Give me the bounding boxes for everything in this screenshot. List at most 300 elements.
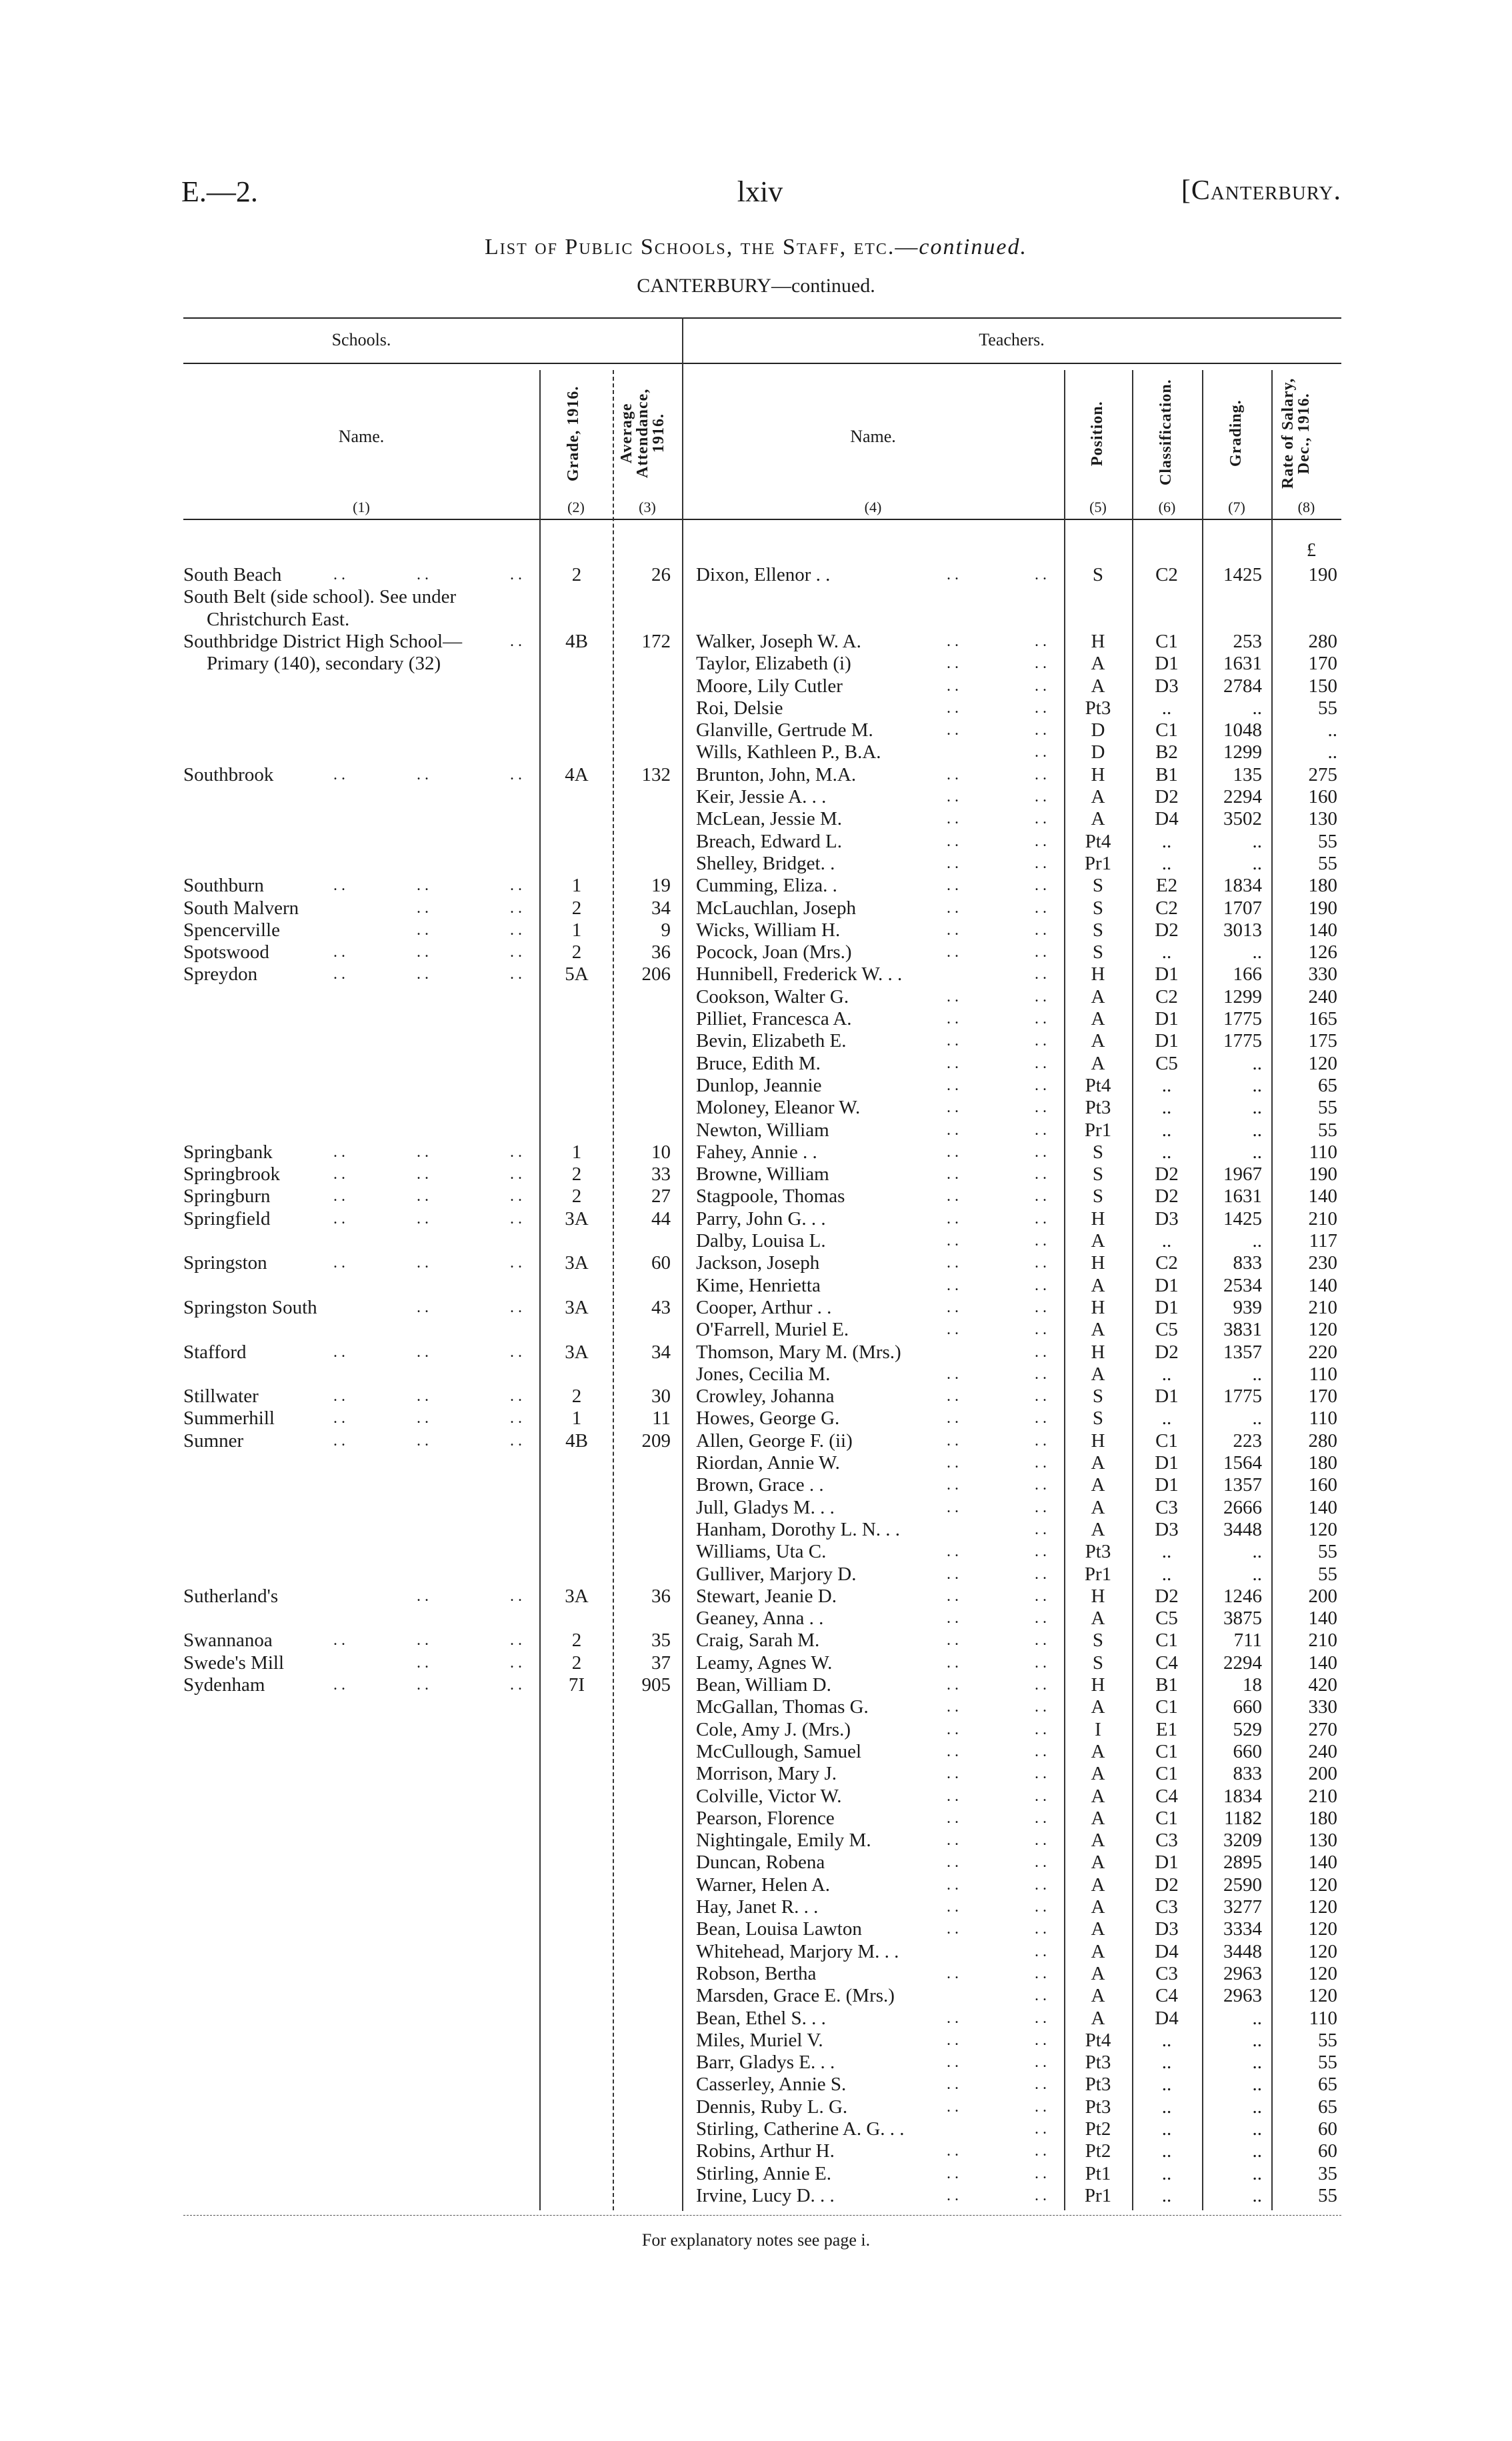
salary-rate: 60 [1318, 2118, 1337, 2140]
dot-leader: . . [947, 1432, 959, 1450]
teacher-name: Irvine, Lucy D. . . [696, 2184, 835, 2206]
dot-leader: . . [417, 566, 429, 583]
teacher-grading: 1631 [1223, 1185, 1262, 1207]
salary-rate: 175 [1308, 1030, 1337, 1052]
teacher-name: Morrison, Mary J. [696, 1763, 837, 1785]
dot-leader: . . [1035, 1854, 1047, 1872]
table-row [0, 1963, 1512, 1985]
teacher-classification: D1 [1155, 1008, 1179, 1029]
school-name: South Belt (side school). See under [183, 586, 457, 608]
dot-leader: . . [1035, 655, 1047, 673]
teacher-position: S [1092, 1630, 1104, 1652]
dot-leader: . . [947, 943, 959, 961]
teacher-classification: D3 [1155, 675, 1179, 697]
teacher-grading: 1834 [1223, 1785, 1262, 1807]
dot-leader: . . [417, 1587, 429, 1605]
dot-leader: . . [333, 943, 345, 961]
teacher-grading: .. [1252, 2074, 1262, 2096]
teacher-name: Bean, Ethel S. . . [696, 2007, 826, 2029]
dot-leader: . . [1035, 1565, 1047, 1583]
dot-leader: . . [947, 1920, 959, 1938]
teacher-position: Pr1 [1084, 1563, 1112, 1585]
teacher-name: Wills, Kathleen P., B.A. [696, 741, 881, 763]
teacher-position: A [1091, 1452, 1105, 1474]
dot-leader: . . [1035, 2054, 1047, 2072]
teacher-grading: 3209 [1223, 1830, 1262, 1852]
dot-leader: . . [333, 1343, 345, 1361]
dot-leader: . . [1035, 721, 1047, 739]
teacher-name: Pilliet, Francesca A. [696, 1008, 852, 1029]
dot-leader: . . [417, 1632, 429, 1650]
salary-rate: 130 [1308, 1830, 1337, 1852]
table-row [0, 586, 1512, 608]
dot-leader: . . [1035, 1765, 1047, 1783]
dot-leader: . . [510, 1676, 522, 1694]
table-row [0, 1852, 1512, 1874]
table-row [0, 919, 1512, 941]
teacher-position: A [1091, 1918, 1105, 1940]
teacher-grading: .. [1252, 2029, 1262, 2051]
salary-rate: 140 [1308, 1652, 1337, 1674]
teacher-grading: .. [1252, 1363, 1262, 1385]
salary-rate: 280 [1308, 1430, 1337, 1452]
dot-leader: . . [510, 765, 522, 783]
salary-rate: 190 [1308, 1163, 1337, 1185]
teacher-position: A [1091, 1518, 1105, 1540]
teacher-classification: .. [1161, 2029, 1172, 2051]
dot-leader: . . [1035, 2076, 1047, 2094]
dot-leader: . . [510, 899, 522, 917]
table-row [0, 1497, 1512, 1519]
dot-leader: . . [947, 1543, 959, 1561]
teacher-name: Jull, Gladys M. . . [696, 1496, 835, 1518]
dot-leader: . . [947, 1854, 959, 1872]
dot-leader: . . [417, 1165, 429, 1183]
teacher-classification: C5 [1155, 1052, 1178, 1074]
teacher-name: Hanham, Dorothy L. N. . . [696, 1518, 901, 1540]
dot-leader: . . [1035, 899, 1047, 917]
salary-rate: .. [1327, 719, 1337, 741]
title-main: List of Public Schools, the Staff, etc.— [484, 235, 919, 259]
dot-leader: . . [417, 765, 429, 783]
teacher-position: A [1091, 1052, 1105, 1074]
table-row [0, 831, 1512, 853]
teacher-grading: 3013 [1223, 919, 1262, 941]
school-name: Swede's Mill [183, 1652, 285, 1674]
average-attendance: 209 [641, 1430, 671, 1452]
dot-leader: . . [417, 1298, 429, 1316]
teacher-name: Walker, Joseph W. A. [696, 630, 861, 652]
dot-leader: . . [947, 832, 959, 850]
dot-leader: . . [947, 765, 959, 783]
average-attendance: 34 [651, 897, 671, 919]
teacher-position: H [1091, 1674, 1105, 1696]
teacher-name: Allen, George F. (ii) [696, 1430, 853, 1452]
table-row [0, 1452, 1512, 1474]
teacher-position: A [1091, 1274, 1105, 1296]
dot-leader: . . [417, 965, 429, 983]
table-row [0, 1696, 1512, 1718]
teacher-position: I [1095, 1718, 1101, 1740]
teacher-grading: 2534 [1223, 1274, 1262, 1296]
table-row [0, 741, 1512, 763]
teacher-name: Cooper, Arthur . . [696, 1296, 832, 1318]
salary-rate: 190 [1308, 564, 1337, 585]
dot-leader: . . [1035, 2031, 1047, 2049]
teacher-grading: 18 [1243, 1674, 1262, 1696]
teacher-classification: C1 [1155, 719, 1178, 741]
teacher-position: A [1091, 1474, 1105, 1496]
teacher-name: Glanville, Gertrude M. [696, 719, 873, 741]
dot-leader: . . [947, 1010, 959, 1027]
school-grade: 2 [571, 1630, 582, 1652]
dot-leader: . . [947, 1565, 959, 1583]
teacher-classification: C3 [1155, 1962, 1178, 1984]
dot-leader: . . [947, 1765, 959, 1783]
table-row [0, 1608, 1512, 1630]
teacher-name: Robins, Arthur H. [696, 2140, 835, 2162]
salary-rate: 140 [1308, 1608, 1337, 1630]
school-grade: 7I [568, 1674, 585, 1696]
table-row [0, 1830, 1512, 1852]
teacher-classification: B1 [1155, 763, 1178, 785]
dot-leader: . . [1035, 2098, 1047, 2116]
grading-header: Grading. [1227, 399, 1245, 467]
dot-leader: . . [1035, 1610, 1047, 1628]
dot-leader: . . [1035, 743, 1047, 761]
dot-leader: . . [510, 1587, 522, 1605]
table-row [0, 963, 1512, 985]
table-top-rule [183, 317, 1341, 319]
dot-leader: . . [1035, 2186, 1047, 2204]
salary-rate: 120 [1308, 1319, 1337, 1341]
dot-leader: . . [1035, 1809, 1047, 1827]
teacher-position: Pt3 [1085, 1097, 1111, 1119]
teacher-position: Pt2 [1085, 2118, 1111, 2140]
dot-leader: . . [1035, 877, 1047, 895]
teacher-classification: D1 [1155, 1474, 1179, 1496]
teacher-position: Pt3 [1085, 2052, 1111, 2074]
teacher-grading: .. [1252, 1052, 1262, 1074]
table-row [0, 941, 1512, 963]
salary-rate: 55 [1318, 1119, 1337, 1141]
table-row [0, 1185, 1512, 1207]
teacher-grading: 223 [1233, 1430, 1262, 1452]
teacher-position: H [1091, 1430, 1105, 1452]
dot-leader: . . [947, 1698, 959, 1716]
table-row [0, 1918, 1512, 1940]
teacher-name: Parry, John G. . . [696, 1207, 826, 1230]
school-grade: 3A [565, 1207, 589, 1230]
teacher-classification: D1 [1155, 1296, 1179, 1318]
teacher-name: Hay, Janet R. . . [696, 1896, 819, 1918]
table-row [0, 853, 1512, 875]
school-name-header: Name. [338, 427, 385, 446]
teacher-name: McLean, Jessie M. [696, 808, 843, 830]
dot-leader: . . [1035, 965, 1047, 983]
dot-leader: . . [333, 765, 345, 783]
dot-leader: . . [947, 1742, 959, 1760]
table-row [0, 1408, 1512, 1430]
school-name: Springston South [183, 1296, 317, 1318]
dot-leader: . . [947, 2054, 959, 2072]
salary-rate: 210 [1308, 1785, 1337, 1807]
average-attendance: 11 [652, 1408, 671, 1430]
teacher-grading: 3502 [1223, 808, 1262, 830]
teacher-name: Fahey, Annie . . [696, 1141, 817, 1163]
table-row [0, 1208, 1512, 1230]
dot-leader: . . [1035, 1942, 1047, 1960]
table-row [0, 2096, 1512, 2118]
school-grade: 1 [571, 919, 582, 941]
column-number: (7) [1228, 499, 1245, 515]
teacher-name: Moloney, Eleanor W. [696, 1097, 861, 1119]
teacher-grading: 3334 [1223, 1918, 1262, 1940]
teacher-grading: .. [1252, 2096, 1262, 2118]
teacher-classification: D1 [1155, 1386, 1179, 1408]
teacher-name: Craig, Sarah M. [696, 1630, 820, 1652]
teacher-name: McLauchlan, Joseph [696, 897, 856, 919]
dot-leader: . . [1035, 1298, 1047, 1316]
teacher-position: A [1091, 1696, 1105, 1718]
school-grade: 2 [571, 1652, 582, 1674]
school-grade: 4B [565, 630, 588, 652]
table-row [0, 653, 1512, 675]
dot-leader: . . [1035, 943, 1047, 961]
school-grade: 4B [565, 1430, 588, 1452]
average-attendance: 9 [661, 919, 671, 941]
school-grade: 2 [571, 897, 582, 919]
teacher-position: S [1092, 1408, 1104, 1430]
dot-leader: . . [1035, 1432, 1047, 1450]
dot-leader: . . [1035, 1099, 1047, 1117]
salary-rate: 55 [1318, 1097, 1337, 1119]
salary-rate: 275 [1308, 763, 1337, 785]
teacher-grading: 3448 [1223, 1940, 1262, 1962]
teacher-grading: 1182 [1224, 1807, 1262, 1829]
teacher-position: Pr1 [1084, 2184, 1112, 2206]
salary-rate: 120 [1308, 1874, 1337, 1896]
teacher-classification: D2 [1155, 1874, 1179, 1896]
teacher-name: Whitehead, Marjory M. . . [696, 1940, 899, 1962]
teacher-classification: C1 [1155, 1807, 1178, 1829]
table-row [0, 1874, 1512, 1896]
table-row [0, 1564, 1512, 1586]
teacher-classification: C2 [1155, 564, 1178, 585]
table-row [0, 1941, 1512, 1963]
teacher-grading: 1299 [1223, 985, 1262, 1007]
salary-rate: 35 [1318, 2162, 1337, 2184]
table-row [0, 1008, 1512, 1030]
teacher-position: A [1091, 1319, 1105, 1341]
teacher-classification: D1 [1155, 653, 1179, 675]
table-row [0, 1674, 1512, 1696]
teacher-grading: .. [1252, 2162, 1262, 2184]
teacher-position: A [1091, 1363, 1105, 1385]
dot-leader: . . [947, 899, 959, 917]
dot-leader: . . [1035, 921, 1047, 939]
dot-leader: . . [1035, 1476, 1047, 1494]
teacher-name: Hunnibell, Frederick W. . . [696, 963, 903, 985]
teacher-position: H [1091, 763, 1105, 785]
school-grade: 3A [565, 1296, 589, 1318]
teacher-classification: C3 [1155, 1496, 1178, 1518]
teacher-position: S [1092, 941, 1104, 963]
teacher-grading: 3277 [1223, 1896, 1262, 1918]
teacher-classification: .. [1161, 2162, 1172, 2184]
dot-leader: . . [417, 1254, 429, 1272]
teacher-position: D [1091, 741, 1105, 763]
dot-leader: . . [1035, 765, 1047, 783]
column-number: (1) [353, 499, 370, 515]
dot-leader: . . [510, 921, 522, 939]
teacher-classification: D1 [1155, 963, 1179, 985]
teacher-position: A [1091, 1830, 1105, 1852]
teacher-classification: C1 [1155, 630, 1178, 652]
dot-leader: . . [947, 921, 959, 939]
table-row [0, 1474, 1512, 1496]
table-row [0, 1075, 1512, 1097]
dot-leader: . . [510, 1187, 522, 1205]
teacher-grading: 1425 [1223, 1207, 1262, 1230]
teacher-grading: 1834 [1223, 875, 1262, 897]
dot-leader: . . [1035, 1165, 1047, 1183]
dot-leader: . . [1035, 1232, 1047, 1250]
dot-leader: . . [947, 877, 959, 895]
teacher-name: Thomson, Mary M. (Mrs.) [696, 1341, 901, 1363]
page-subtitle: CANTERBURY—continued. [637, 275, 875, 297]
teacher-grading: 1564 [1223, 1452, 1262, 1474]
dot-leader: . . [1035, 1832, 1047, 1850]
salary-rate: 117 [1309, 1230, 1337, 1252]
dot-leader: . . [947, 2186, 959, 2204]
school-grade: 4A [565, 763, 589, 785]
teacher-classification: D4 [1155, 1940, 1179, 1962]
teacher-classification: .. [1161, 941, 1172, 963]
dot-leader: . . [947, 2098, 959, 2116]
teacher-classification: .. [1161, 1097, 1172, 1119]
dot-leader: . . [1035, 1410, 1047, 1428]
dot-leader: . . [947, 721, 959, 739]
school-name-continued: Christchurch East. [207, 608, 350, 630]
dot-leader: . . [947, 2076, 959, 2094]
teacher-grading: .. [1252, 2118, 1262, 2140]
salary-rate: 65 [1318, 2096, 1337, 2118]
dot-leader: . . [1035, 1498, 1047, 1516]
teacher-position: Pt3 [1085, 2096, 1111, 2118]
salary-rate: 110 [1309, 1408, 1337, 1430]
dot-leader: . . [1035, 1209, 1047, 1228]
average-attendance: 36 [651, 1585, 671, 1607]
table-row [0, 2118, 1512, 2140]
teacher-classification: .. [1161, 1074, 1172, 1096]
teacher-grading: 2895 [1223, 1852, 1262, 1874]
teacher-name: Williams, Uta C. [696, 1541, 827, 1563]
teacher-position: Pr1 [1084, 852, 1112, 874]
table-row [0, 564, 1512, 586]
page-number: lxiv [737, 175, 783, 208]
teacher-position: A [1091, 1807, 1105, 1829]
column-number: (2) [567, 499, 585, 515]
table-row [0, 1163, 1512, 1185]
salary-rate: 160 [1308, 786, 1337, 807]
dot-leader: . . [417, 1388, 429, 1406]
teacher-position: A [1091, 1896, 1105, 1918]
teacher-name: Dalby, Louisa L. [696, 1230, 826, 1252]
teacher-name: Keir, Jessie A. . . [696, 786, 827, 807]
section-name: [Canterbury. [1181, 175, 1341, 206]
teacher-grading: 166 [1233, 963, 1262, 985]
teacher-classification: D2 [1155, 1341, 1179, 1363]
dot-leader: . . [947, 1498, 959, 1516]
teacher-grading: 1775 [1223, 1030, 1262, 1052]
dot-leader: . . [417, 1187, 429, 1205]
teacher-name: Newton, William [696, 1119, 829, 1141]
dot-leader: . . [333, 566, 345, 583]
average-attendance: 206 [641, 963, 671, 985]
teacher-name: Bevin, Elizabeth E. [696, 1030, 847, 1052]
dot-leader: . . [510, 566, 522, 583]
table-row [0, 1275, 1512, 1297]
salary-rate: 120 [1308, 1918, 1337, 1940]
teacher-classification: D1 [1155, 1274, 1179, 1296]
salary-rate: 140 [1308, 1185, 1337, 1207]
table-row [0, 675, 1512, 697]
teacher-classification: .. [1161, 1363, 1172, 1385]
teacher-classification: C1 [1155, 1740, 1178, 1762]
average-attendance: 43 [651, 1296, 671, 1318]
column-number: (8) [1297, 499, 1315, 515]
teacher-classification: .. [1161, 1119, 1172, 1141]
teacher-classification: C4 [1155, 1785, 1178, 1807]
school-name: South Malvern [183, 897, 299, 919]
dot-leader: . . [947, 2142, 959, 2160]
teacher-grading: .. [1252, 697, 1262, 719]
teacher-grading: .. [1252, 1408, 1262, 1430]
school-name: Springbrook [183, 1163, 280, 1185]
school-grade: 2 [571, 564, 582, 585]
teacher-position: A [1091, 1740, 1105, 1762]
teacher-position: A [1091, 2007, 1105, 2029]
dot-leader: . . [1035, 1587, 1047, 1605]
dot-leader: . . [947, 566, 959, 583]
dot-leader: . . [510, 1298, 522, 1316]
group-header-rule [183, 363, 1341, 364]
teacher-position: H [1091, 1252, 1105, 1274]
dot-leader: . . [1035, 1454, 1047, 1472]
salary-rate: 170 [1308, 1386, 1337, 1408]
dot-leader: . . [1035, 987, 1047, 1005]
salary-rate: 210 [1308, 1207, 1337, 1230]
dot-leader: . . [1035, 1964, 1047, 1982]
teacher-name: Riordan, Annie W. [696, 1452, 840, 1474]
salary-rate: 140 [1308, 1852, 1337, 1874]
dot-leader: . . [333, 1165, 345, 1183]
teacher-grading: .. [1252, 830, 1262, 852]
teachers-group-header: Teachers. [979, 330, 1045, 349]
teacher-position: Pr1 [1084, 1119, 1112, 1141]
dot-leader: . . [947, 1809, 959, 1827]
school-name: Stafford [183, 1341, 247, 1363]
teacher-grading: 253 [1233, 630, 1262, 652]
teacher-grading: 2590 [1223, 1874, 1262, 1896]
salary-rate: 240 [1308, 985, 1337, 1007]
teacher-classification: C1 [1155, 1430, 1178, 1452]
salary-rate: .. [1327, 741, 1337, 763]
salary-rate: 140 [1308, 919, 1337, 941]
table-row [0, 1586, 1512, 1608]
dot-leader: . . [947, 1898, 959, 1916]
